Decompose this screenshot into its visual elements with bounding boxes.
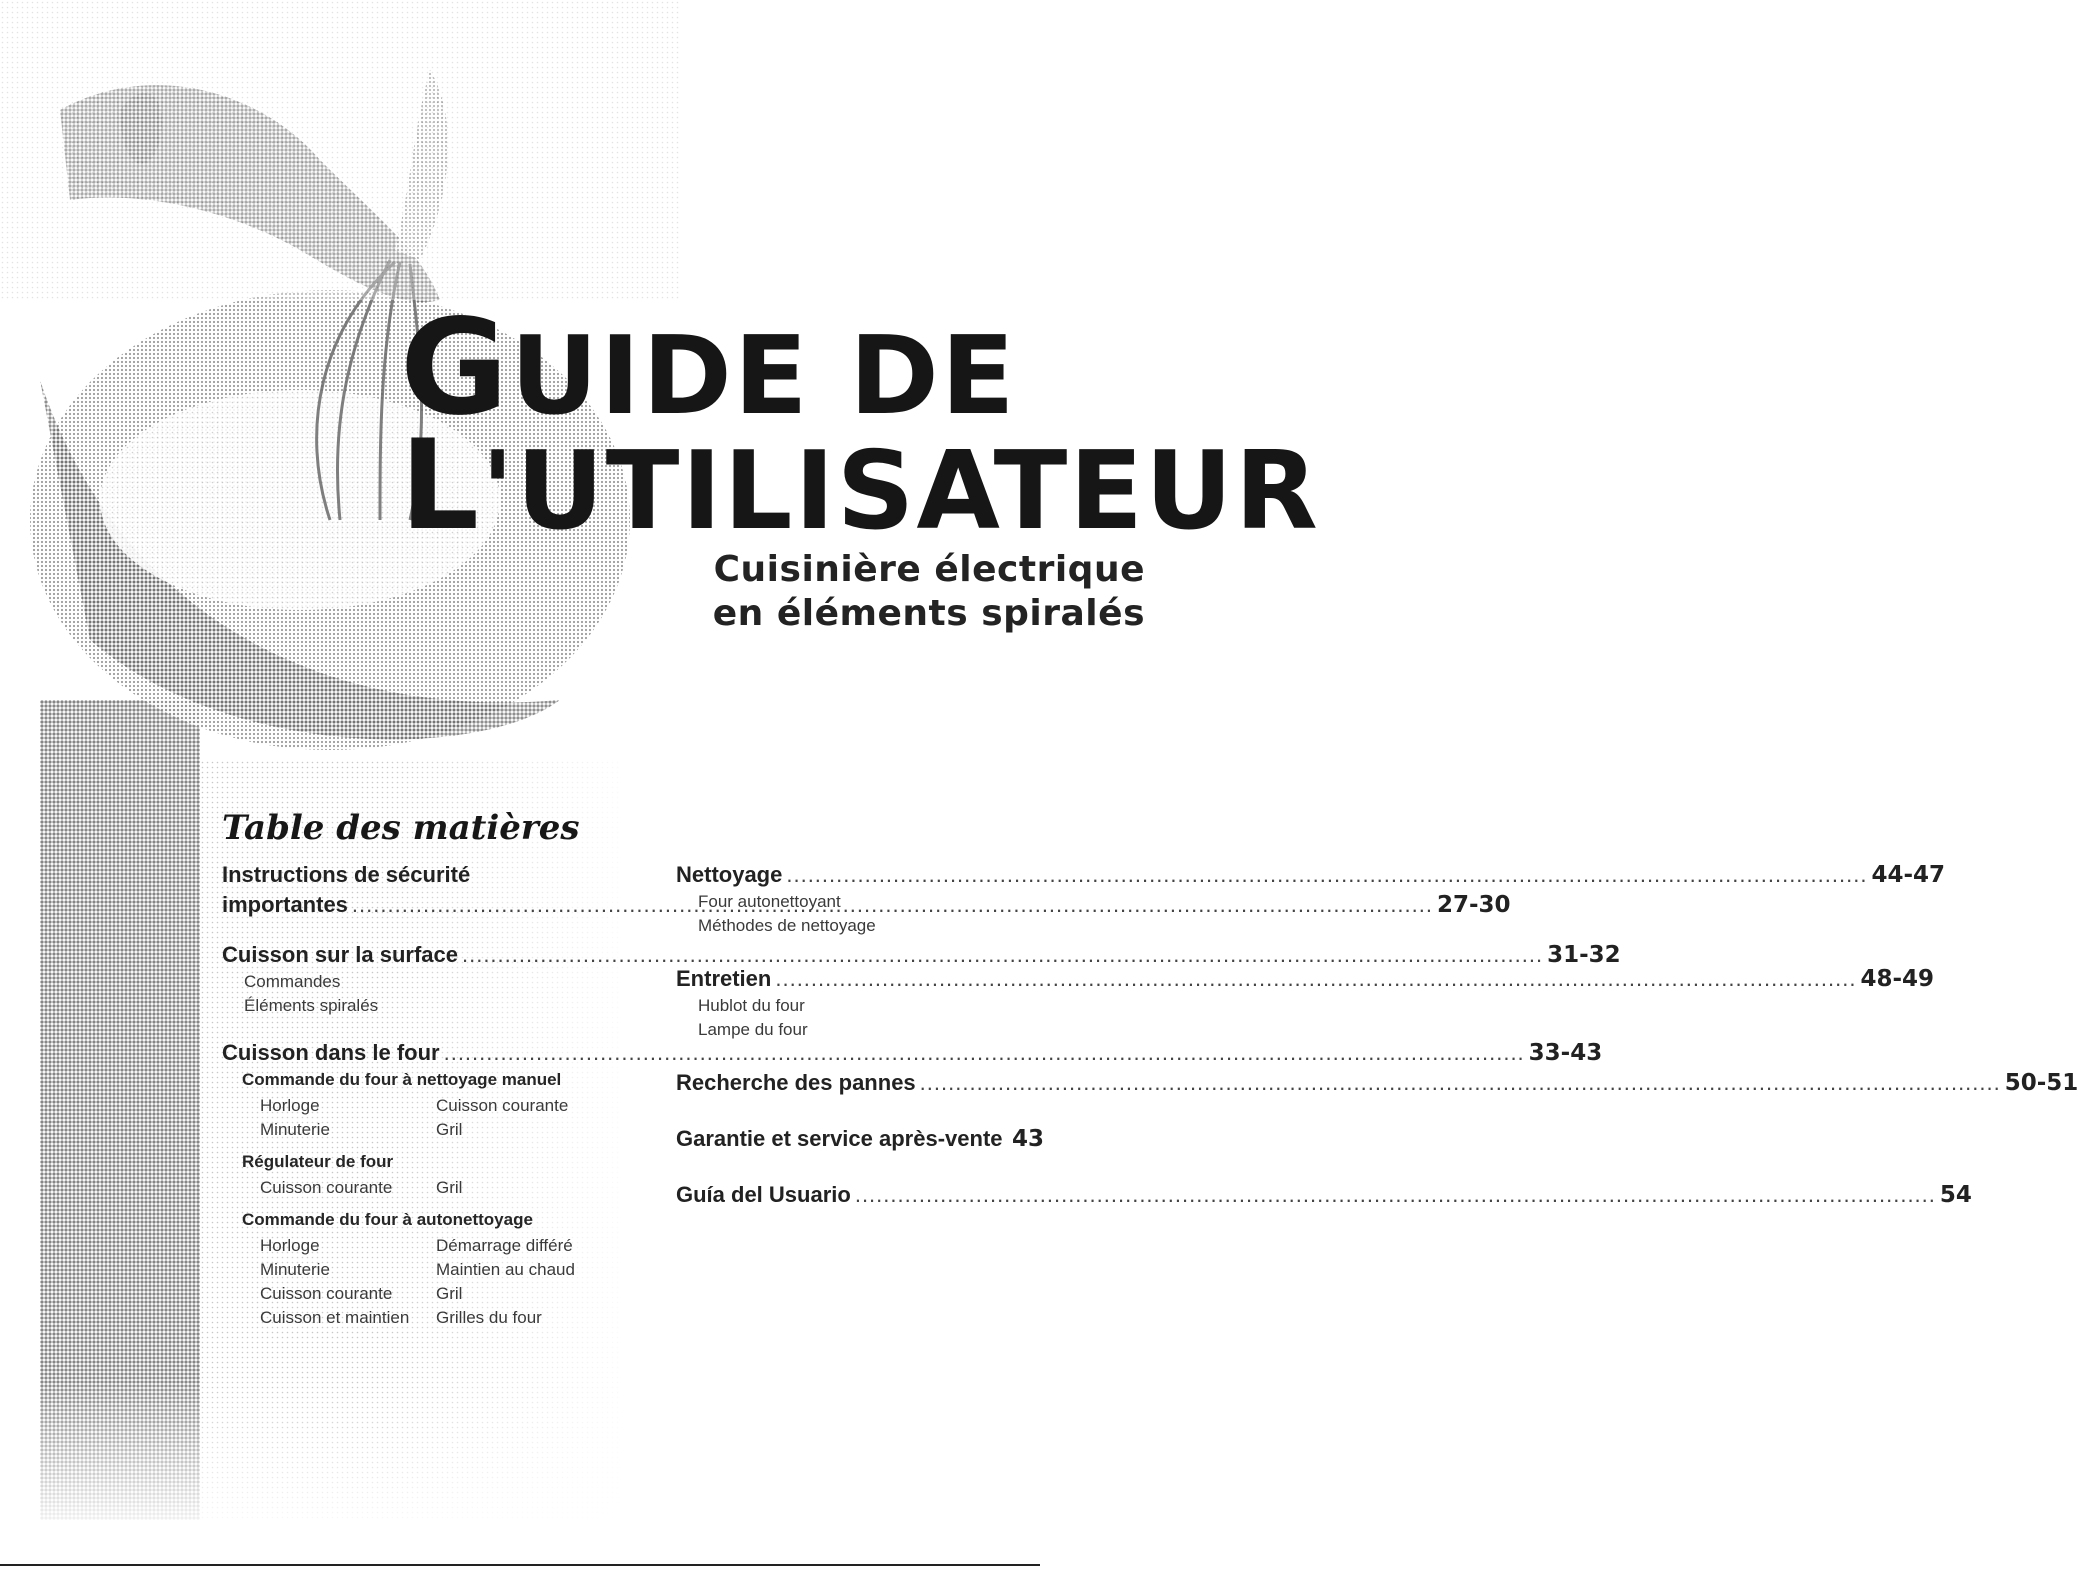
toc-entry-safety[interactable]: importantes ..... 27-30 [222, 892, 590, 922]
toc-subheading-regulator: Régulateur de four [242, 1152, 394, 1171]
toc-entry-cleaning[interactable]: Nettoyage ..... 44-47 [676, 862, 1044, 892]
dot-leader [855, 1182, 1936, 1208]
toc-block-maintenance [676, 966, 1934, 1044]
page-range: 43 [1011, 1126, 1044, 1152]
toc-heading: Table des matières [222, 808, 580, 848]
dot-leader [920, 1070, 2001, 1096]
toc-entry-oven[interactable]: Cuisson dans le four ..... 33-43 [222, 1040, 590, 1070]
page-range: 48-49 [1860, 966, 1934, 992]
toc-entry-troubleshooting[interactable]: Recherche des pannes ..... 50-51 [676, 1070, 1044, 1100]
page-range: 33-43 [1528, 1040, 1603, 1066]
page-range: 31-32 [1547, 942, 1621, 968]
toc-subitem: Hublot du four [698, 996, 805, 1015]
dot-leader [1007, 1126, 1008, 1152]
toc-subheading-manual: Commande du four à nettoyage manuel [242, 1070, 562, 1089]
toc-subitem: Lampe du four [698, 1020, 808, 1039]
toc-subitem-pair: Minuterie Gril [260, 1120, 463, 1139]
product-subtitle: Cuisinière électrique en éléments spiralés [712, 549, 1145, 634]
title-line-1: GUIDE DE [400, 291, 1017, 445]
toc-entry-spanish[interactable]: Guía del Usuario ..... 54 [676, 1182, 1044, 1212]
toc-subitem-pair: Cuisson courante Gril [260, 1178, 463, 1197]
toc-block-warranty [676, 1126, 1044, 1156]
page-range: 27-30 [1437, 892, 1511, 918]
toc-subitem: Éléments spiralés [244, 996, 379, 1015]
toc-subheading-selfclean: Commande du four à autonettoyage [242, 1210, 533, 1229]
page-range: 50-51 [2004, 1070, 2078, 1096]
toc-subitem-pair: Horloge Cuisson courante [260, 1096, 569, 1115]
dot-leader [786, 862, 1867, 888]
toc-entry-surface[interactable]: Cuisson sur la surface ..... 31-32 [222, 942, 590, 972]
toc-subitem: Commandes [244, 972, 341, 991]
page-range: 44-47 [1871, 862, 1945, 888]
toc-entry-warranty[interactable]: Garantie et service après-vente ..... 43 [676, 1126, 1044, 1156]
title-line-2: L'UTILISATEUR [400, 414, 1320, 558]
dot-leader [775, 966, 1856, 992]
toc-entry-maintenance[interactable]: Entretien ..... 48-49 [676, 966, 1044, 996]
toc-subitem-pair: Cuisson et maintien Grilles du four [260, 1308, 542, 1327]
toc-block-troubleshooting [676, 1070, 2078, 1100]
guide-title [400, 291, 1320, 558]
toc-subitem-pair: Minuterie Maintien au chaud [260, 1260, 575, 1279]
page-range: 54 [1939, 1182, 1972, 1208]
toc-subitem: Méthodes de nettoyage [698, 916, 876, 935]
footer-rule [0, 1564, 1040, 1566]
toc-entry-safety-line1: Instructions de sécurité [222, 862, 471, 887]
toc-subitem: Four autonettoyant [698, 892, 841, 911]
toc-subitem-pair: Cuisson courante Gril [260, 1284, 463, 1303]
toc-subitem-pair: Horloge Démarrage différé [260, 1236, 573, 1255]
toc-block-spanish [676, 1182, 1972, 1212]
